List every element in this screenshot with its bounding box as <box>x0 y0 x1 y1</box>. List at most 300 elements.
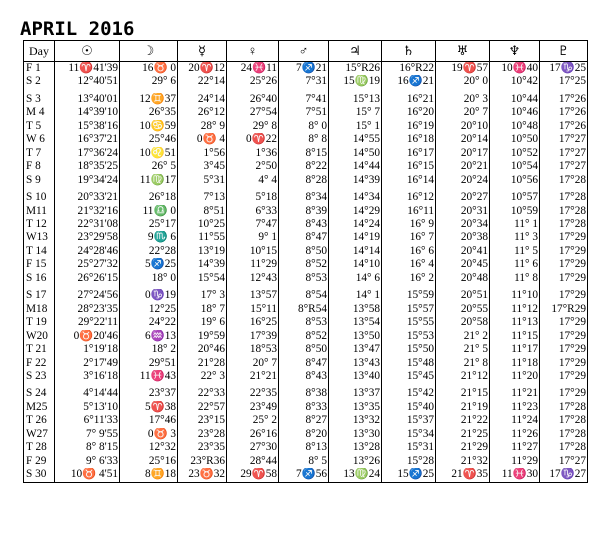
mars-cell: 8°22 <box>279 160 329 173</box>
day-cell: S 16 <box>24 272 55 285</box>
neptune-cell: 11° 8 <box>490 272 540 285</box>
pluto-cell: 17°29 <box>540 370 588 383</box>
jupiter-cell: 15♍19 <box>329 75 382 88</box>
venus-cell: 16°25 <box>227 316 279 329</box>
mercury-cell: 1°56 <box>178 147 227 160</box>
sun-cell: 24°28'46 <box>55 245 120 258</box>
pluto-cell: 17°27 <box>540 147 588 160</box>
uranus-cell: 21°32 <box>436 455 490 468</box>
venus-cell: 26°16 <box>227 428 279 441</box>
neptune-cell: 11°12 <box>490 303 540 316</box>
venus-cell: 23°49 <box>227 401 279 414</box>
jupiter-cell: 13°50 <box>329 330 382 343</box>
mars-cell: 8°50 <box>279 343 329 356</box>
mercury-cell: 22° 3 <box>178 370 227 383</box>
jupiter-cell: 13°40 <box>329 370 382 383</box>
uranus-cell: 20° 3 <box>436 93 490 106</box>
mercury-cell: 23°R36 <box>178 455 227 468</box>
mars-cell: 8°47 <box>279 357 329 370</box>
moon-cell: 25°17 <box>120 218 178 231</box>
mars-cell: 7°31 <box>279 75 329 88</box>
venus-cell: 29° 8 <box>227 120 279 133</box>
pluto-cell: 17°26 <box>540 120 588 133</box>
moon-cell: 17°46 <box>120 414 178 427</box>
saturn-column-header: ♄ <box>382 41 436 62</box>
mars-cell: 8°38 <box>279 387 329 400</box>
mars-cell: 8°53 <box>279 272 329 285</box>
saturn-cell: 16° 4 <box>382 258 436 271</box>
saturn-cell: 15°31 <box>382 441 436 454</box>
uranus-cell: 21°29 <box>436 441 490 454</box>
uranus-cell: 20°55 <box>436 303 490 316</box>
venus-cell: 25° 2 <box>227 414 279 427</box>
jupiter-cell: 14°10 <box>329 258 382 271</box>
moon-cell: 23°37 <box>120 387 178 400</box>
saturn-cell: 16° 6 <box>382 245 436 258</box>
day-cell: S 10 <box>24 191 55 204</box>
mercury-cell: 10°25 <box>178 218 227 231</box>
saturn-cell: 15°45 <box>382 370 436 383</box>
jupiter-cell: 14°29 <box>329 205 382 218</box>
mars-cell: 7♐21 <box>279 62 329 76</box>
venus-cell: 0♈22 <box>227 133 279 146</box>
moon-cell: 26°35 <box>120 106 178 119</box>
saturn-cell: 16°21 <box>382 93 436 106</box>
sun-cell: 8° 8'15 <box>55 441 120 454</box>
table-row <box>24 441 588 454</box>
sun-cell: 11♈41'39 <box>55 62 120 76</box>
sun-cell: 1°19'18 <box>55 343 120 356</box>
mars-cell: 8°13 <box>279 441 329 454</box>
moon-cell: 10♌51 <box>120 147 178 160</box>
table-row <box>24 133 588 146</box>
venus-cell: 4° 4 <box>227 174 279 187</box>
saturn-cell: 16°15 <box>382 160 436 173</box>
uranus-cell: 20°31 <box>436 205 490 218</box>
day-cell: S 17 <box>24 289 55 302</box>
day-cell: W13 <box>24 231 55 244</box>
pluto-cell: 17°27 <box>540 160 588 173</box>
neptune-cell: 10°56 <box>490 174 540 187</box>
neptune-cell: 11° 5 <box>490 245 540 258</box>
pluto-cell: 17♑25 <box>540 62 588 76</box>
table-row <box>24 414 588 427</box>
saturn-cell: 15°57 <box>382 303 436 316</box>
day-cell: F 22 <box>24 357 55 370</box>
pluto-cell: 17°28 <box>540 414 588 427</box>
day-cell: F 15 <box>24 258 55 271</box>
mercury-cell: 23°15 <box>178 414 227 427</box>
uranus-cell: 21°25 <box>436 428 490 441</box>
venus-cell: 2°50 <box>227 160 279 173</box>
sun-column-header: ☉ <box>55 41 120 62</box>
jupiter-cell: 15°R26 <box>329 62 382 76</box>
saturn-cell: 15°48 <box>382 357 436 370</box>
mercury-cell: 24°14 <box>178 93 227 106</box>
neptune-cell: 10°48 <box>490 120 540 133</box>
mars-cell: 8°R54 <box>279 303 329 316</box>
jupiter-cell: 14°50 <box>329 147 382 160</box>
uranus-cell: 20° 7 <box>436 106 490 119</box>
table-row <box>24 160 588 173</box>
moon-cell: 12°25 <box>120 303 178 316</box>
table-row <box>24 387 588 400</box>
venus-cell: 21°21 <box>227 370 279 383</box>
saturn-cell: 15°42 <box>382 387 436 400</box>
mars-cell: 8°54 <box>279 289 329 302</box>
neptune-cell: 11♓30 <box>490 468 540 482</box>
table-row <box>24 370 588 383</box>
pluto-cell: 17°29 <box>540 343 588 356</box>
sun-cell: 7° 9'55 <box>55 428 120 441</box>
uranus-cell: 20°45 <box>436 258 490 271</box>
mercury-cell: 19° 6 <box>178 316 227 329</box>
mars-cell: 7°41 <box>279 93 329 106</box>
neptune-cell: 11°15 <box>490 330 540 343</box>
neptune-cell: 11°29 <box>490 455 540 468</box>
day-cell: W27 <box>24 428 55 441</box>
mars-cell: 7♐56 <box>279 468 329 482</box>
sun-cell: 4°14'44 <box>55 387 120 400</box>
pluto-cell: 17°29 <box>540 258 588 271</box>
saturn-cell: 16° 2 <box>382 272 436 285</box>
neptune-cell: 11° 3 <box>490 231 540 244</box>
venus-cell: 10°15 <box>227 245 279 258</box>
mars-cell: 7°51 <box>279 106 329 119</box>
uranus-cell: 20°24 <box>436 174 490 187</box>
uranus-cell: 20°38 <box>436 231 490 244</box>
pluto-cell: 17°28 <box>540 174 588 187</box>
pluto-cell: 17°29 <box>540 330 588 343</box>
moon-cell: 5♐25 <box>120 258 178 271</box>
day-cell: W20 <box>24 330 55 343</box>
day-cell: S 30 <box>24 468 55 482</box>
sun-cell: 18°35'25 <box>55 160 120 173</box>
table-row <box>24 245 588 258</box>
sun-cell: 2°17'49 <box>55 357 120 370</box>
uranus-cell: 20°21 <box>436 160 490 173</box>
day-cell: T 28 <box>24 441 55 454</box>
neptune-cell: 11°18 <box>490 357 540 370</box>
mercury-cell: 13°19 <box>178 245 227 258</box>
neptune-cell: 10°42 <box>490 75 540 88</box>
neptune-cell: 10°57 <box>490 191 540 204</box>
mars-cell: 8° 0 <box>279 120 329 133</box>
jupiter-cell: 14°39 <box>329 174 382 187</box>
saturn-cell: 15°37 <box>382 414 436 427</box>
pluto-cell: 17°28 <box>540 205 588 218</box>
table-row <box>24 428 588 441</box>
mars-cell: 8°28 <box>279 174 329 187</box>
mercury-cell: 5°31 <box>178 174 227 187</box>
jupiter-cell: 13°47 <box>329 343 382 356</box>
saturn-cell: 15°59 <box>382 289 436 302</box>
mars-cell: 8° 5 <box>279 455 329 468</box>
sun-cell: 20°33'21 <box>55 191 120 204</box>
table-row <box>24 258 588 271</box>
moon-cell: 12♊37 <box>120 93 178 106</box>
sun-cell: 14°39'10 <box>55 106 120 119</box>
page-title: APRIL 2016 <box>20 18 135 40</box>
pluto-cell: 17♑27 <box>540 468 588 482</box>
sun-cell: 15°38'16 <box>55 120 120 133</box>
saturn-cell: 16°R22 <box>382 62 436 76</box>
jupiter-cell: 14°55 <box>329 133 382 146</box>
mercury-cell: 22°33 <box>178 387 227 400</box>
sun-cell: 23°29'58 <box>55 231 120 244</box>
mercury-cell: 23°28 <box>178 428 227 441</box>
mercury-cell: 22°57 <box>178 401 227 414</box>
uranus-cell: 21° 2 <box>436 330 490 343</box>
venus-cell: 29♈58 <box>227 468 279 482</box>
sun-cell: 3°16'18 <box>55 370 120 383</box>
day-cell: M 4 <box>24 106 55 119</box>
uranus-cell: 21°22 <box>436 414 490 427</box>
sun-cell: 0♉20'46 <box>55 330 120 343</box>
pluto-cell: 17°28 <box>540 428 588 441</box>
uranus-cell: 21°15 <box>436 387 490 400</box>
table-row <box>24 62 588 76</box>
table-row <box>24 401 588 414</box>
pluto-cell: 17°29 <box>540 231 588 244</box>
jupiter-cell: 14°44 <box>329 160 382 173</box>
moon-cell: 9♏ 6 <box>120 231 178 244</box>
table-row <box>24 330 588 343</box>
pluto-cell: 17°26 <box>540 93 588 106</box>
day-cell: S 3 <box>24 93 55 106</box>
mars-cell: 8°20 <box>279 428 329 441</box>
uranus-cell: 20°48 <box>436 272 490 285</box>
sun-cell: 25°27'32 <box>55 258 120 271</box>
sun-cell: 5°13'10 <box>55 401 120 414</box>
moon-cell: 18° 2 <box>120 343 178 356</box>
neptune-cell: 10°54 <box>490 160 540 173</box>
mars-cell: 8°52 <box>279 258 329 271</box>
table-row <box>24 455 588 468</box>
venus-column-header: ♀ <box>227 41 279 62</box>
moon-cell: 0♉ 3 <box>120 428 178 441</box>
jupiter-cell: 15° 7 <box>329 106 382 119</box>
saturn-cell: 16°19 <box>382 120 436 133</box>
venus-cell: 6°33 <box>227 205 279 218</box>
day-cell: T 21 <box>24 343 55 356</box>
saturn-cell: 15°34 <box>382 428 436 441</box>
jupiter-cell: 14° 1 <box>329 289 382 302</box>
uranus-cell: 21°12 <box>436 370 490 383</box>
saturn-cell: 16♐21 <box>382 75 436 88</box>
uranus-cell: 20°41 <box>436 245 490 258</box>
moon-cell: 26° 5 <box>120 160 178 173</box>
sun-cell: 21°32'16 <box>55 205 120 218</box>
day-cell: W 6 <box>24 133 55 146</box>
day-cell: S 24 <box>24 387 55 400</box>
uranus-column-header: ♅ <box>436 41 490 62</box>
mercury-cell: 18° 7 <box>178 303 227 316</box>
jupiter-cell: 13°26 <box>329 455 382 468</box>
mars-column-header: ♂ <box>279 41 329 62</box>
mars-cell: 8°15 <box>279 147 329 160</box>
venus-cell: 5°18 <box>227 191 279 204</box>
pluto-cell: 17°28 <box>540 401 588 414</box>
mars-cell: 8°53 <box>279 316 329 329</box>
mercury-cell: 23°35 <box>178 441 227 454</box>
pluto-cell: 17°26 <box>540 106 588 119</box>
neptune-cell: 11°10 <box>490 289 540 302</box>
sun-cell: 10♉ 4'51 <box>55 468 120 482</box>
venus-cell: 9° 1 <box>227 231 279 244</box>
neptune-cell: 11°24 <box>490 414 540 427</box>
day-cell: T 7 <box>24 147 55 160</box>
venus-cell: 24♓11 <box>227 62 279 76</box>
day-cell: S 23 <box>24 370 55 383</box>
moon-cell: 6♒13 <box>120 330 178 343</box>
saturn-cell: 16°17 <box>382 147 436 160</box>
mars-cell: 8°27 <box>279 414 329 427</box>
day-cell: T 19 <box>24 316 55 329</box>
moon-cell: 12°32 <box>120 441 178 454</box>
table-row <box>24 231 588 244</box>
pluto-cell: 17°29 <box>540 387 588 400</box>
sun-cell: 26°26'15 <box>55 272 120 285</box>
table-row <box>24 205 588 218</box>
neptune-cell: 10°50 <box>490 133 540 146</box>
table-row <box>24 468 588 482</box>
day-cell: F 8 <box>24 160 55 173</box>
moon-cell: 29°51 <box>120 357 178 370</box>
venus-cell: 17°39 <box>227 330 279 343</box>
uranus-cell: 20°51 <box>436 289 490 302</box>
mars-cell: 8°50 <box>279 245 329 258</box>
neptune-cell: 11° 6 <box>490 258 540 271</box>
neptune-cell: 10°59 <box>490 205 540 218</box>
jupiter-cell: 14°19 <box>329 231 382 244</box>
table-row <box>24 93 588 106</box>
neptune-cell: 10°46 <box>490 106 540 119</box>
sun-cell: 27°24'56 <box>55 289 120 302</box>
jupiter-cell: 14°34 <box>329 191 382 204</box>
neptune-cell: 10°44 <box>490 93 540 106</box>
saturn-cell: 15°50 <box>382 343 436 356</box>
mercury-cell: 3°45 <box>178 160 227 173</box>
moon-cell: 18° 0 <box>120 272 178 285</box>
venus-cell: 25°26 <box>227 75 279 88</box>
venus-cell: 22°35 <box>227 387 279 400</box>
mars-cell: 8°47 <box>279 231 329 244</box>
mars-cell: 8° 8 <box>279 133 329 146</box>
moon-cell: 8♊18 <box>120 468 178 482</box>
uranus-cell: 20°27 <box>436 191 490 204</box>
table-row <box>24 303 588 316</box>
mars-cell: 8°33 <box>279 401 329 414</box>
neptune-cell: 11°20 <box>490 370 540 383</box>
moon-cell: 11♓43 <box>120 370 178 383</box>
saturn-cell: 16° 7 <box>382 231 436 244</box>
mercury-cell: 8°51 <box>178 205 227 218</box>
jupiter-cell: 13♍24 <box>329 468 382 482</box>
pluto-cell: 17°28 <box>540 218 588 231</box>
table-row <box>24 343 588 356</box>
table-row <box>24 218 588 231</box>
day-cell: F 29 <box>24 455 55 468</box>
neptune-cell: 11°13 <box>490 316 540 329</box>
mercury-cell: 20°46 <box>178 343 227 356</box>
header-row <box>24 41 588 62</box>
jupiter-cell: 14° 6 <box>329 272 382 285</box>
saturn-cell: 16°18 <box>382 133 436 146</box>
uranus-cell: 19♈57 <box>436 62 490 76</box>
uranus-cell: 20°17 <box>436 147 490 160</box>
venus-cell: 7°47 <box>227 218 279 231</box>
saturn-cell: 16°20 <box>382 106 436 119</box>
saturn-cell: 15♐25 <box>382 468 436 482</box>
mars-cell: 8°43 <box>279 370 329 383</box>
day-column-header: Day <box>24 41 55 62</box>
moon-cell: 26°18 <box>120 191 178 204</box>
day-cell: S 2 <box>24 75 55 88</box>
neptune-cell: 11°27 <box>490 441 540 454</box>
mercury-cell: 20♈12 <box>178 62 227 76</box>
uranus-cell: 21♈35 <box>436 468 490 482</box>
day-cell: T 14 <box>24 245 55 258</box>
sun-cell: 12°40'51 <box>55 75 120 88</box>
pluto-cell: 17°29 <box>540 245 588 258</box>
saturn-cell: 15°28 <box>382 455 436 468</box>
uranus-cell: 21° 8 <box>436 357 490 370</box>
jupiter-cell: 15°13 <box>329 93 382 106</box>
pluto-column-header: ♇ <box>540 41 588 62</box>
jupiter-cell: 15° 1 <box>329 120 382 133</box>
saturn-cell: 16°11 <box>382 205 436 218</box>
mercury-cell: 26°12 <box>178 106 227 119</box>
day-cell: M18 <box>24 303 55 316</box>
moon-cell: 25°16 <box>120 455 178 468</box>
day-cell: T 26 <box>24 414 55 427</box>
day-cell: M25 <box>24 401 55 414</box>
jupiter-cell: 13°37 <box>329 387 382 400</box>
moon-column-header: ☽ <box>120 41 178 62</box>
sun-cell: 9° 6'33 <box>55 455 120 468</box>
moon-cell: 5♈38 <box>120 401 178 414</box>
saturn-cell: 15°40 <box>382 401 436 414</box>
table-row <box>24 191 588 204</box>
table-row <box>24 174 588 187</box>
venus-cell: 11°29 <box>227 258 279 271</box>
sun-cell: 6°11'33 <box>55 414 120 427</box>
pluto-cell: 17°27 <box>540 133 588 146</box>
neptune-cell: 10°52 <box>490 147 540 160</box>
day-cell: S 9 <box>24 174 55 187</box>
mercury-cell: 15°54 <box>178 272 227 285</box>
uranus-cell: 20°14 <box>436 133 490 146</box>
table-row <box>24 75 588 88</box>
table-row <box>24 289 588 302</box>
neptune-cell: 11°21 <box>490 387 540 400</box>
uranus-cell: 20°58 <box>436 316 490 329</box>
jupiter-cell: 13°58 <box>329 303 382 316</box>
neptune-column-header: ♆ <box>490 41 540 62</box>
mercury-cell: 11°55 <box>178 231 227 244</box>
saturn-cell: 16° 9 <box>382 218 436 231</box>
jupiter-cell: 14°24 <box>329 218 382 231</box>
neptune-cell: 11°23 <box>490 401 540 414</box>
day-cell: T 5 <box>24 120 55 133</box>
neptune-cell: 11° 1 <box>490 218 540 231</box>
moon-cell: 10♋59 <box>120 120 178 133</box>
sun-cell: 17°36'24 <box>55 147 120 160</box>
pluto-cell: 17°29 <box>540 272 588 285</box>
table-body <box>24 62 588 483</box>
uranus-cell: 20°34 <box>436 218 490 231</box>
